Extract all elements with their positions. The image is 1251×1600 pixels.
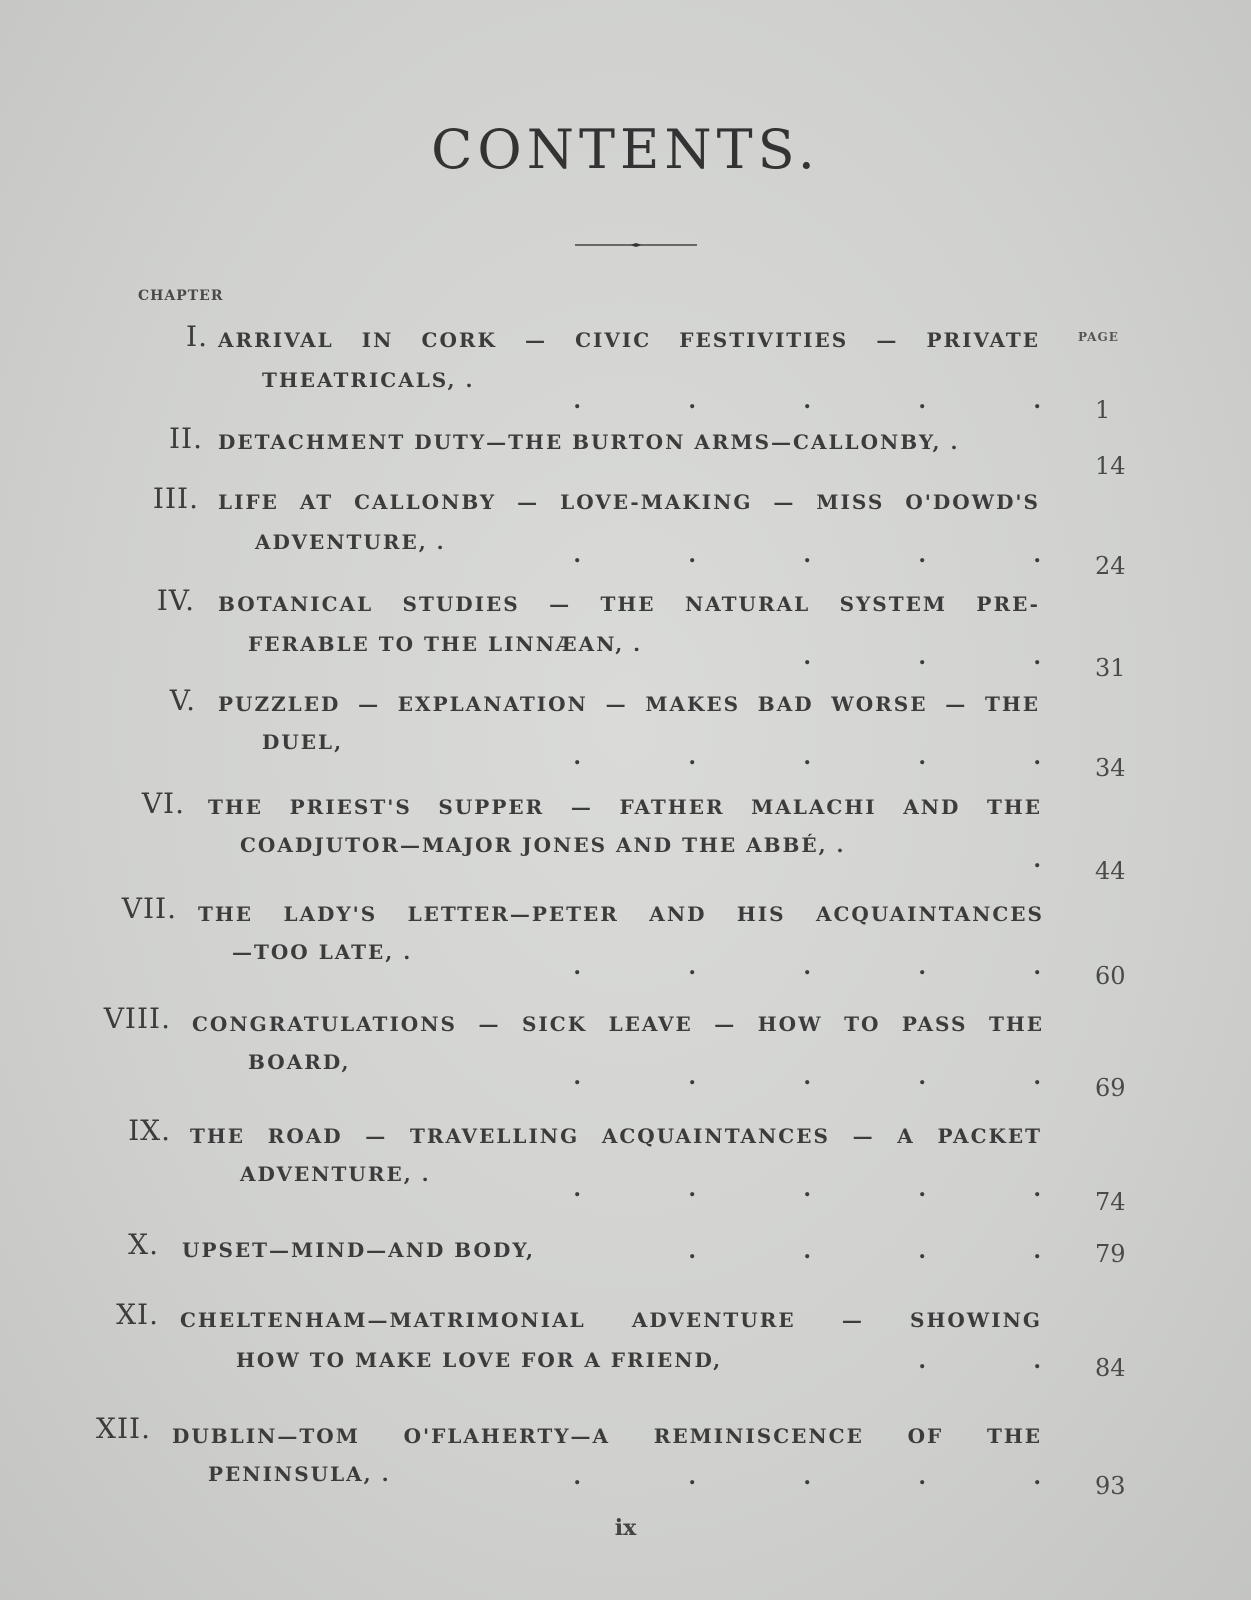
chapter-column-heading: CHAPTER [138,288,224,304]
chapter-numeral: VIII. [103,1002,171,1035]
page-number: 60 [1095,962,1126,990]
page-number: 93 [1095,1472,1126,1500]
dot-leader: . . . . [688,1238,1041,1264]
title-rule-ornament [575,243,697,247]
chapter-title-line-2: THEATRICALS, . [262,368,475,392]
chapter-title-line-1: DETACHMENT DUTY—THE BURTON ARMS—CALLONBY, . [218,430,960,454]
chapter-title-line-1: DUBLIN—TOM O'FLAHERTY—A REMINISCENCE OF THE [172,1424,1042,1448]
chapter-numeral: II. [168,422,203,455]
chapter-title-line-2: BOARD, [248,1050,351,1074]
chapter-numeral: VI. [141,787,185,820]
page-number: 31 [1095,654,1126,682]
chapter-title-line-2: HOW TO MAKE LOVE FOR A FRIEND, [236,1348,723,1372]
chapter-numeral: XI. [116,1298,159,1331]
dot-leader: . . . . . [573,1064,1041,1090]
chapter-numeral: I. [186,320,208,353]
chapter-title-line-2: FERABLE TO THE LINNÆAN, . [248,632,643,656]
chapter-numeral: VII. [121,892,177,925]
chapter-title-line-2: —TOO LATE, . [232,940,413,964]
chapter-title-line-1: UPSET—MIND—AND BODY, [182,1238,535,1262]
page-title: CONTENTS. [431,118,820,181]
chapter-title-line-1: THE PRIEST'S SUPPER — FATHER MALACHI AND THE [208,795,1042,819]
chapter-title-line-1: ARRIVAL IN CORK — CIVIC FESTIVITIES — PRIVATE [218,328,1040,352]
chapter-title-line-2: PENINSULA, . [208,1462,391,1486]
page-number: 84 [1095,1354,1126,1382]
chapter-title-line-1: CHELTENHAM—MATRIMONIAL ADVENTURE — SHOWING [180,1308,1042,1332]
dot-leader: . . . [803,644,1041,670]
chapter-title-line-1: PUZZLED — EXPLANATION — MAKES BAD WORSE — THE [218,692,1040,716]
chapter-title-line-1: CONGRATULATIONS — SICK LEAVE — HOW TO PASS THE [192,1012,1044,1036]
chapter-numeral: IV. [156,584,195,617]
chapter-title-line-2: COADJUTOR—MAJOR JONES AND THE ABBÉ, . [240,833,846,857]
dot-leader: . . . . . [573,1464,1041,1490]
chapter-numeral: V. [169,684,196,717]
dot-leader: . . [918,1348,1041,1374]
dot-leader: . . . . . [573,388,1041,414]
dot-leader: . . . . . [573,744,1041,770]
page-number: 1 [1095,396,1111,424]
dot-leader: . [1033,847,1041,873]
chapter-title-line-1: BOTANICAL STUDIES — THE NATURAL SYSTEM PRE- [218,592,1040,616]
chapter-numeral: X. [128,1228,159,1261]
page-number: 79 [1095,1240,1126,1268]
chapter-numeral: XII. [96,1412,151,1445]
page-number: 24 [1095,552,1126,580]
dot-leader: . . . . . [573,954,1041,980]
chapter-title-line-1: THE ROAD — TRAVELLING ACQUAINTANCES — A PACKET [190,1124,1042,1148]
chapter-numeral: III. [152,482,199,515]
chapter-title-line-2: DUEL, [262,730,344,754]
chapter-title-line-1: THE LADY'S LETTER—PETER AND HIS ACQUAINTANCES [198,902,1044,926]
page-number: 34 [1095,754,1126,782]
page-number: 44 [1095,857,1126,885]
chapter-title-line-1: LIFE AT CALLONBY — LOVE-MAKING — MISS O'DOWD'S [218,490,1040,514]
page-folio: ix [614,1515,637,1541]
dot-leader: . . . . . [573,542,1041,568]
dot-leader: . . . . . [573,1176,1041,1202]
chapter-numeral: IX. [128,1114,171,1147]
chapter-title-line-2: ADVENTURE, . [240,1162,431,1186]
chapter-title-line-2: ADVENTURE, . [255,530,446,554]
page-column-heading: PAGE [1078,330,1119,344]
page-number: 74 [1095,1188,1126,1216]
page-number: 69 [1095,1074,1126,1102]
page-number: 14 [1095,452,1126,480]
